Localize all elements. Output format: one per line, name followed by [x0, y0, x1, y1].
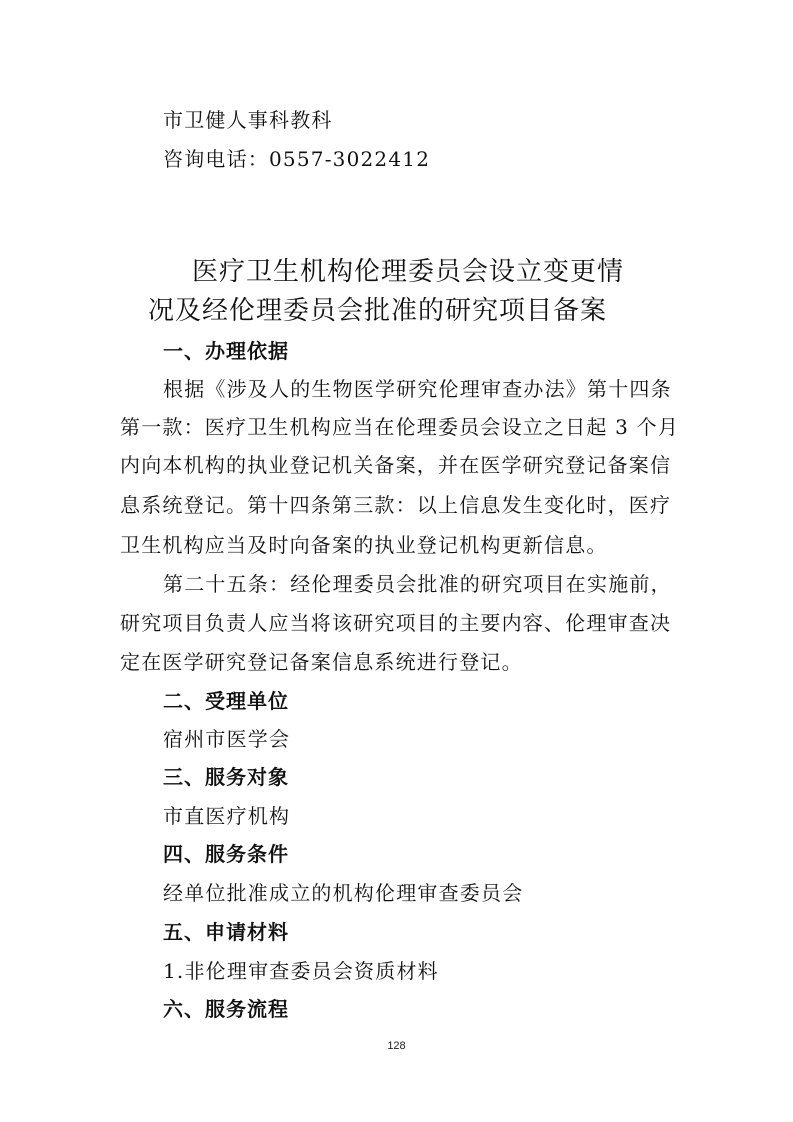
heading-condition: 四、服务条件 — [163, 842, 289, 866]
basis-paragraph-1-line: 第一款：医疗卫生机构应当在伦理委员会设立之日起 3 个月 — [120, 415, 680, 439]
basis-paragraph-2-line: 第二十五条：经伦理委员会批准的研究项目在实施前， — [163, 572, 672, 596]
page-number: 128 — [387, 1040, 406, 1052]
basis-paragraph-2-line: 定在医学研究登记备案信息系统进行登记。 — [120, 650, 523, 674]
contact-phone: 咨询电话：0557-3022412 — [163, 147, 431, 171]
condition-text: 经单位批准成立的机构伦理审查委员会 — [163, 881, 524, 905]
section-title-line-2: 况及经伦理委员会批准的研究项目备案 — [148, 296, 608, 326]
heading-basis: 一、办理依据 — [163, 339, 289, 363]
basis-paragraph-1-line: 内向本机构的执业登记机关备案，并在医学研究登记备案信 — [120, 453, 672, 477]
heading-process: 六、服务流程 — [163, 997, 289, 1021]
heading-unit: 二、受理单位 — [163, 689, 289, 713]
materials-text: 1.非伦理审查委员会资质材料 — [163, 959, 439, 983]
contact-department: 市卫健人事科教科 — [163, 108, 333, 132]
basis-paragraph-2-line: 研究项目负责人应当将该研究项目的主要内容、伦理审查决 — [120, 611, 672, 635]
basis-paragraph-1-line: 根据《涉及人的生物医学研究伦理审查办法》第十四条 — [163, 377, 672, 401]
heading-materials: 五、申请材料 — [163, 920, 289, 944]
section-title-line-1: 医疗卫生机构伦理委员会设立变更情 — [192, 257, 625, 287]
basis-paragraph-1-line: 卫生机构应当及时向备案的执业登记机构更新信息。 — [120, 533, 608, 557]
target-text: 市直医疗机构 — [163, 804, 291, 828]
heading-target: 三、服务对象 — [163, 765, 289, 789]
basis-paragraph-1-line: 息系统登记。第十四条第三款：以上信息发生变化时，医疗 — [120, 493, 672, 517]
unit-text: 宿州市医学会 — [163, 727, 291, 751]
